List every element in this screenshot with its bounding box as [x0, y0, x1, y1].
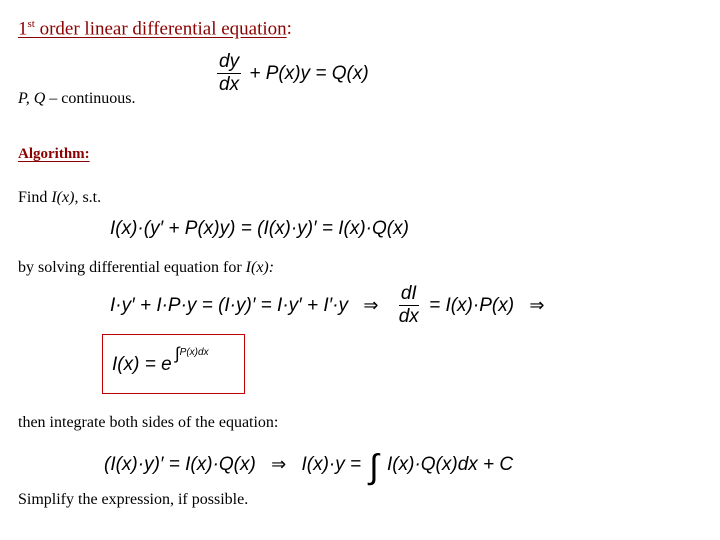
- equation-1: I(x)·(y′ + P(x)y) = (I(x)·y)′ = I(x)·Q(x): [110, 218, 409, 239]
- simplify-line: Simplify the expression, if possible.: [18, 491, 249, 508]
- implies-arrow-1: ⇒: [363, 294, 379, 315]
- exponent-integral-sign: ∫: [175, 344, 180, 363]
- fraction-denominator: dx: [219, 73, 240, 95]
- equation-3-left: (I(x)·y)′ = I(x)·Q(x): [104, 454, 256, 475]
- solve-line: [18, 259, 274, 277]
- find-post: , s.t.: [74, 189, 102, 206]
- find-line: [18, 189, 101, 207]
- integral-sign: ∫: [369, 448, 379, 486]
- main-equation: [214, 52, 369, 96]
- title-colon: :: [286, 18, 292, 40]
- integrate-line: then integrate both sides of the equation:: [18, 414, 279, 431]
- solve-pre: by solving differential equation for: [18, 259, 246, 276]
- dI-dx-fraction: [397, 284, 421, 328]
- exponent-text: P(x)dx: [179, 347, 209, 358]
- page-title: [18, 18, 292, 40]
- boxed-equation-lhs: I(x) = e: [112, 354, 172, 375]
- boxed-exponent: [175, 344, 209, 364]
- find-pre: Find: [18, 189, 52, 206]
- find-var: I(x): [51, 189, 75, 206]
- title-sup: st: [27, 18, 35, 30]
- equation-3: [104, 448, 513, 487]
- implies-arrow-2: ⇒: [529, 294, 545, 315]
- implies-arrow-3: ⇒: [271, 454, 287, 474]
- fraction-numerator: dy: [219, 51, 240, 72]
- boxed-equation: [112, 354, 172, 376]
- solve-var: I(x):: [245, 259, 275, 276]
- equation-2: [110, 284, 554, 328]
- pq-continuous-line: [18, 90, 135, 108]
- title-text: order linear differential equation: [34, 18, 287, 40]
- dI-denominator: dx: [398, 305, 419, 327]
- equation-2-right: = I(x)·P(x): [429, 294, 515, 316]
- pq-text: – continuous.: [45, 90, 136, 107]
- main-equation-rest: + P(x)y = Q(x): [249, 62, 369, 84]
- dy-dx-fraction: [217, 52, 241, 96]
- dI-numerator: dI: [400, 283, 417, 304]
- pq-vars: P, Q: [18, 90, 46, 107]
- equation-3-right: I(x)·Q(x)dx + C: [387, 454, 514, 475]
- title-prefix: 1: [18, 18, 28, 40]
- equation-3-mid: I(x)·y =: [301, 454, 362, 475]
- equation-2-left: I·y′ + I·P·y = (I·y)′ = I·y′ + I′·y: [110, 294, 349, 316]
- algorithm-heading: Algorithm:: [18, 146, 90, 162]
